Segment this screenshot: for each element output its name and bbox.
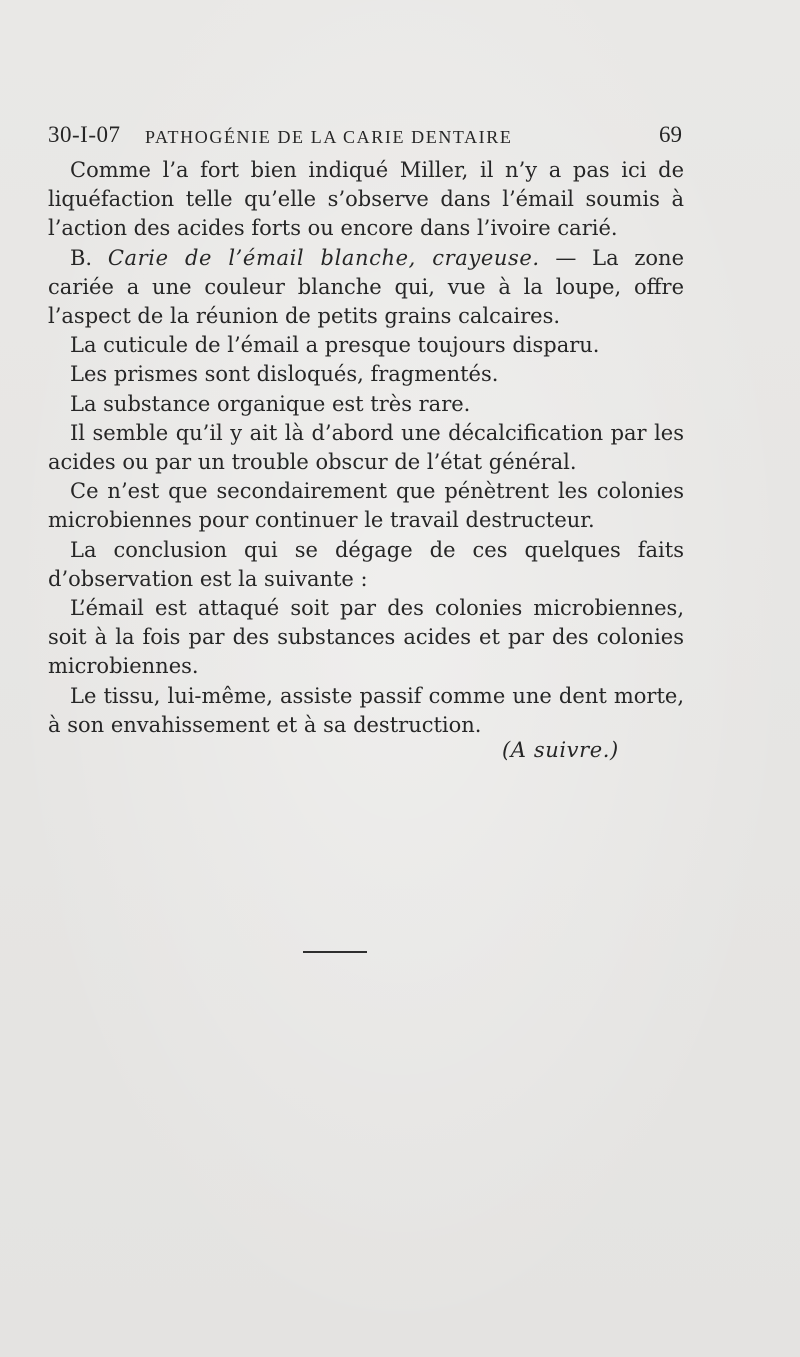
section-text: — La zone cariée a une couleur blanche qui, vue à la loupe, offre l’aspect de la réunion de petits grains calcaires. xyxy=(48,245,684,329)
paragraph: Le tissu, lui-même, assiste passif comme une dent morte, à son envahissement et à sa destruction. xyxy=(48,683,684,737)
section-label: B. xyxy=(70,245,93,270)
section-title: Carie de l’émail blanche, crayeuse. xyxy=(107,245,540,270)
paragraph: Les prismes sont disloqués, fragmentés. xyxy=(70,362,499,387)
running-title: PATHOGÉNIE DE LA CARIE DENTAIRE xyxy=(145,127,513,147)
continuation-note-line xyxy=(48,738,684,768)
continuation-note: (A suivre.) xyxy=(502,738,619,762)
paragraph: L’émail est attaqué soit par des colonies microbiennes, soit à la fois par des substances acides et par des colonies microbiennes. xyxy=(48,596,684,679)
paragraph: Comme l’a fort bien indiqué Miller, il n’y a pas ici de liquéfaction telle qu’elle s’observe dans l’émail soumis à l’action des acides forts ou encore dans l’ivoire carié. xyxy=(48,158,684,241)
paragraph: La substance organique est très rare. xyxy=(70,391,471,416)
paragraph-section-b xyxy=(48,244,684,332)
page-number: 69 xyxy=(659,122,682,147)
paragraph: La conclusion qui se dégage de ces quelques faits d’observation est la suivante : xyxy=(48,537,684,591)
paragraph: La cuticule de l’émail a presque toujours disparu. xyxy=(70,333,600,358)
running-header xyxy=(48,122,684,150)
section-divider xyxy=(303,951,367,953)
paragraph: Ce n’est que secondairement que pénètrent les colonies microbiennes pour continuer le travail destructeur. xyxy=(48,479,684,533)
issue-date: 30-I-07 xyxy=(48,122,121,147)
body-text xyxy=(48,156,684,740)
paragraph: Il semble qu’il y ait là d’abord une décalcification par les acides ou par un trouble obscur de l’état général. xyxy=(48,420,684,475)
